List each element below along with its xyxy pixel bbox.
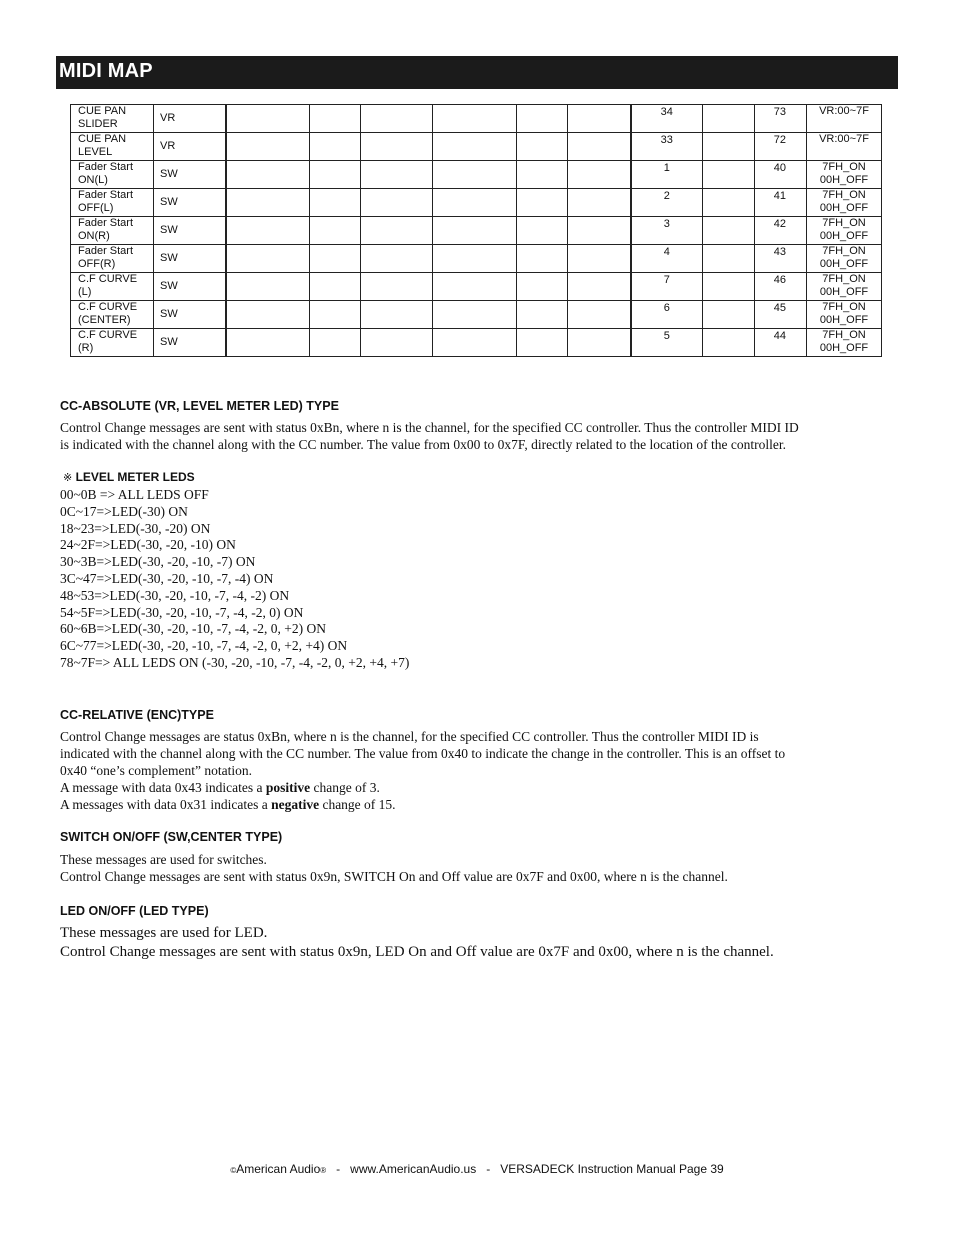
cc-number-cell: 1 bbox=[631, 161, 703, 189]
control-name-cell bbox=[71, 329, 154, 357]
control-name-cell bbox=[71, 133, 154, 161]
table-row bbox=[71, 245, 882, 273]
control-name-cell bbox=[71, 189, 154, 217]
control-name-line: (R) bbox=[78, 342, 94, 354]
empty-cell bbox=[433, 189, 517, 217]
value-line: 00H_OFF bbox=[819, 174, 869, 186]
value-cell bbox=[807, 189, 882, 217]
control-name-line: (L) bbox=[78, 286, 92, 298]
control-name-line: C.F CURVE bbox=[78, 301, 138, 313]
empty-cell bbox=[568, 189, 631, 217]
empty-cell bbox=[433, 329, 517, 357]
value-line: 7FH_ON bbox=[822, 329, 866, 341]
registered-symbol: ® bbox=[320, 1166, 327, 1175]
list-item: 24~2F=>LED(-30, -20, -10) ON bbox=[60, 537, 236, 553]
negative-example bbox=[60, 796, 396, 813]
value-line: 7FH_ON bbox=[822, 273, 866, 285]
control-name-line: Fader Start bbox=[78, 161, 134, 173]
negative-emphasis: negative bbox=[271, 797, 320, 812]
empty-cell bbox=[517, 161, 568, 189]
copyright-symbol: © bbox=[230, 1166, 237, 1175]
empty-cell bbox=[361, 161, 433, 189]
empty-cell bbox=[310, 217, 361, 245]
control-name-cell bbox=[71, 245, 154, 273]
empty-cell bbox=[703, 105, 755, 133]
list-item: 48~53=>LED(-30, -20, -10, -7, -4, -2) ON bbox=[60, 587, 290, 603]
empty-cell bbox=[310, 245, 361, 273]
empty-cell bbox=[703, 329, 755, 357]
positive-example-tail: change of 3. bbox=[310, 780, 380, 795]
control-name-line: Fader Start bbox=[78, 217, 134, 229]
empty-cell bbox=[310, 273, 361, 301]
control-type-cell: SW bbox=[154, 301, 226, 329]
empty-cell bbox=[226, 133, 310, 161]
led-heading: LED ON/OFF (LED TYPE) bbox=[60, 904, 209, 918]
cc-relative-line-1: Control Change messages are status 0xBn, where n is the channel, for the specified CC controller. Thus the controller MIDI ID is bbox=[60, 729, 759, 744]
control-type-cell: SW bbox=[154, 245, 226, 273]
list-item: 6C~77=>LED(-30, -20, -10, -7, -4, -2, 0, +2, +4) ON bbox=[60, 638, 348, 654]
value-cell bbox=[807, 273, 882, 301]
note-number-cell: 73 bbox=[755, 105, 807, 133]
header-bar bbox=[56, 56, 898, 89]
cc-number-cell: 3 bbox=[631, 217, 703, 245]
cc-number-cell: 7 bbox=[631, 273, 703, 301]
note-number-cell: 41 bbox=[755, 189, 807, 217]
control-name-line: C.F CURVE bbox=[78, 273, 138, 285]
brand-name: American Audio bbox=[236, 1162, 321, 1176]
note-number-cell: 72 bbox=[755, 133, 807, 161]
empty-cell bbox=[361, 245, 433, 273]
control-name-line: SLIDER bbox=[78, 118, 118, 130]
cc-absolute-heading: CC-ABSOLUTE (VR, LEVEL METER LED) TYPE bbox=[60, 399, 339, 413]
empty-cell bbox=[517, 245, 568, 273]
switch-heading: SWITCH ON/OFF (SW,CENTER TYPE) bbox=[60, 830, 283, 844]
table-row bbox=[71, 217, 882, 245]
control-name-cell bbox=[71, 105, 154, 133]
empty-cell bbox=[361, 217, 433, 245]
empty-cell bbox=[433, 245, 517, 273]
empty-cell bbox=[310, 301, 361, 329]
empty-cell bbox=[226, 217, 310, 245]
empty-cell bbox=[703, 161, 755, 189]
list-item: 18~23=>LED(-30, -20) ON bbox=[60, 520, 211, 536]
cc-number-cell: 4 bbox=[631, 245, 703, 273]
control-name-line: OFF(R) bbox=[78, 258, 116, 270]
empty-cell bbox=[226, 161, 310, 189]
control-name-line: CUE PAN bbox=[78, 133, 127, 145]
empty-cell bbox=[310, 133, 361, 161]
empty-cell bbox=[703, 273, 755, 301]
control-name-line: (CENTER) bbox=[78, 314, 131, 326]
note-number-cell: 43 bbox=[755, 245, 807, 273]
level-meter-heading bbox=[63, 470, 195, 484]
empty-cell bbox=[226, 273, 310, 301]
list-item: 0C~17=>LED(-30) ON bbox=[60, 503, 188, 519]
empty-cell bbox=[568, 133, 631, 161]
led-line-1: These messages are used for LED. bbox=[60, 925, 268, 941]
empty-cell bbox=[433, 273, 517, 301]
empty-cell bbox=[361, 273, 433, 301]
led-line-2: Control Change messages are sent with status 0x9n, LED On and Off value are 0x7F and 0x00, where n is the channel. bbox=[60, 944, 774, 960]
table-row bbox=[71, 133, 882, 161]
empty-cell bbox=[433, 133, 517, 161]
control-name-cell bbox=[71, 217, 154, 245]
switch-line-1: These messages are used for switches. bbox=[60, 852, 267, 867]
empty-cell bbox=[517, 133, 568, 161]
empty-cell bbox=[433, 301, 517, 329]
midi-map-table bbox=[70, 104, 882, 357]
list-item: 30~3B=>LED(-30, -20, -10, -7) ON bbox=[60, 554, 256, 570]
empty-cell bbox=[568, 161, 631, 189]
empty-cell bbox=[703, 245, 755, 273]
empty-cell bbox=[517, 189, 568, 217]
note-number-cell: 42 bbox=[755, 217, 807, 245]
value-line: 00H_OFF bbox=[819, 286, 869, 298]
value-line: 7FH_ON bbox=[822, 245, 866, 257]
cc-relative-heading: CC-RELATIVE (ENC)TYPE bbox=[60, 708, 214, 722]
empty-cell bbox=[226, 189, 310, 217]
value-line: 7FH_ON bbox=[822, 161, 866, 173]
list-item: 78~7F=> ALL LEDS ON (-30, -20, -10, -7, -4, -2, 0, +2, +4, +7) bbox=[60, 654, 410, 670]
level-meter-heading-text: LEVEL METER LEDS bbox=[75, 470, 195, 484]
empty-cell bbox=[568, 105, 631, 133]
value-cell bbox=[807, 161, 882, 189]
control-name-line: Fader Start bbox=[78, 189, 134, 201]
table-row bbox=[71, 301, 882, 329]
table-row bbox=[71, 161, 882, 189]
control-type-cell: VR bbox=[154, 105, 226, 133]
value-line: 00H_OFF bbox=[819, 230, 869, 242]
control-type-cell: SW bbox=[154, 217, 226, 245]
reference-mark-icon: ※ bbox=[63, 472, 73, 484]
control-type-cell: SW bbox=[154, 161, 226, 189]
value-line: 7FH_ON bbox=[822, 189, 866, 201]
cc-relative-line-2: indicated with the channel along with the CC number. The value from 0x40 to indicate the change in the controller. This is an offset to bbox=[60, 746, 786, 761]
empty-cell bbox=[361, 301, 433, 329]
empty-cell bbox=[226, 329, 310, 357]
table-row bbox=[71, 329, 882, 357]
empty-cell bbox=[703, 133, 755, 161]
value-cell bbox=[807, 133, 882, 161]
control-type-cell: SW bbox=[154, 273, 226, 301]
empty-cell bbox=[310, 329, 361, 357]
cc-relative-line-3: 0x40 “one’s complement” notation. bbox=[60, 763, 252, 778]
control-type-cell: SW bbox=[154, 189, 226, 217]
value-cell bbox=[807, 217, 882, 245]
empty-cell bbox=[433, 105, 517, 133]
control-name-cell bbox=[71, 273, 154, 301]
note-number-cell: 40 bbox=[755, 161, 807, 189]
empty-cell bbox=[568, 273, 631, 301]
empty-cell bbox=[568, 245, 631, 273]
value-line: 7FH_ON bbox=[822, 301, 866, 313]
empty-cell bbox=[703, 217, 755, 245]
negative-example-tail: change of 15. bbox=[319, 797, 396, 812]
page-footer bbox=[0, 1162, 954, 1176]
control-type-cell: VR bbox=[154, 133, 226, 161]
control-name-line: LEVEL bbox=[78, 146, 113, 158]
empty-cell bbox=[310, 161, 361, 189]
level-meter-list bbox=[60, 487, 409, 672]
value-line: 00H_OFF bbox=[819, 202, 869, 214]
value-line: 7FH_ON bbox=[822, 217, 866, 229]
empty-cell bbox=[703, 301, 755, 329]
table-row bbox=[71, 189, 882, 217]
empty-cell bbox=[310, 189, 361, 217]
list-item: 3C~47=>LED(-30, -20, -10, -7, -4) ON bbox=[60, 570, 274, 586]
control-name-line: C.F CURVE bbox=[78, 329, 138, 341]
value-cell bbox=[807, 245, 882, 273]
control-name-line: CUE PAN bbox=[78, 105, 127, 117]
value-cell bbox=[807, 301, 882, 329]
empty-cell bbox=[226, 245, 310, 273]
note-number-cell: 46 bbox=[755, 273, 807, 301]
value-cell bbox=[807, 105, 882, 133]
value-cell bbox=[807, 329, 882, 357]
cc-absolute-line-1: Control Change messages are sent with status 0xBn, where n is the channel, for the specified CC controller. Thus the controller MIDI ID bbox=[60, 420, 799, 435]
positive-example-text: A message with data 0x43 indicates a bbox=[60, 780, 266, 795]
table-row bbox=[71, 105, 882, 133]
control-name-line: OFF(L) bbox=[78, 202, 114, 214]
positive-emphasis: positive bbox=[265, 780, 311, 795]
empty-cell bbox=[568, 301, 631, 329]
note-number-cell: 45 bbox=[755, 301, 807, 329]
page-title: MIDI MAP bbox=[59, 60, 153, 82]
empty-cell bbox=[226, 105, 310, 133]
empty-cell bbox=[517, 273, 568, 301]
empty-cell bbox=[433, 161, 517, 189]
control-name-cell bbox=[71, 301, 154, 329]
value-line: 00H_OFF bbox=[819, 314, 869, 326]
empty-cell bbox=[517, 105, 568, 133]
empty-cell bbox=[361, 105, 433, 133]
value-line: VR:00~7F bbox=[819, 133, 869, 145]
empty-cell bbox=[433, 217, 517, 245]
cc-number-cell: 5 bbox=[631, 329, 703, 357]
cc-number-cell: 6 bbox=[631, 301, 703, 329]
empty-cell bbox=[517, 301, 568, 329]
cc-absolute-line-2: is indicated with the channel along with the CC number. The value from 0x00 to 0x7F, directly related to the location of the controller. bbox=[60, 437, 786, 452]
positive-example bbox=[60, 779, 380, 796]
note-number-cell: 44 bbox=[755, 329, 807, 357]
control-name-line: ON(R) bbox=[78, 230, 110, 242]
empty-cell bbox=[568, 329, 631, 357]
footer-text: - www.AmericanAudio.us - VERSADECK Instruction Manual Page 39 bbox=[326, 1162, 724, 1176]
empty-cell bbox=[568, 217, 631, 245]
empty-cell bbox=[310, 105, 361, 133]
table-row bbox=[71, 273, 882, 301]
list-item: 00~0B => ALL LEDS OFF bbox=[60, 487, 209, 502]
empty-cell bbox=[361, 329, 433, 357]
value-line: 00H_OFF bbox=[819, 258, 869, 270]
value-line: 00H_OFF bbox=[819, 342, 869, 354]
cc-number-cell: 2 bbox=[631, 189, 703, 217]
list-item: 60~6B=>LED(-30, -20, -10, -7, -4, -2, 0, +2) ON bbox=[60, 621, 326, 637]
negative-example-text: A messages with data 0x31 indicates a bbox=[60, 797, 272, 812]
cc-number-cell: 34 bbox=[631, 105, 703, 133]
control-name-cell bbox=[71, 161, 154, 189]
list-item: 54~5F=>LED(-30, -20, -10, -7, -4, -2, 0) ON bbox=[60, 604, 304, 620]
switch-line-2: Control Change messages are sent with status 0x9n, SWITCH On and Off value are 0x7F and 0x00, where n is the channel. bbox=[60, 869, 728, 884]
empty-cell bbox=[361, 133, 433, 161]
cc-number-cell: 33 bbox=[631, 133, 703, 161]
control-type-cell: SW bbox=[154, 329, 226, 357]
empty-cell bbox=[226, 301, 310, 329]
empty-cell bbox=[361, 189, 433, 217]
value-line: VR:00~7F bbox=[819, 105, 869, 117]
empty-cell bbox=[517, 329, 568, 357]
control-name-line: ON(L) bbox=[78, 174, 108, 186]
empty-cell bbox=[517, 217, 568, 245]
control-name-line: Fader Start bbox=[78, 245, 134, 257]
empty-cell bbox=[703, 189, 755, 217]
